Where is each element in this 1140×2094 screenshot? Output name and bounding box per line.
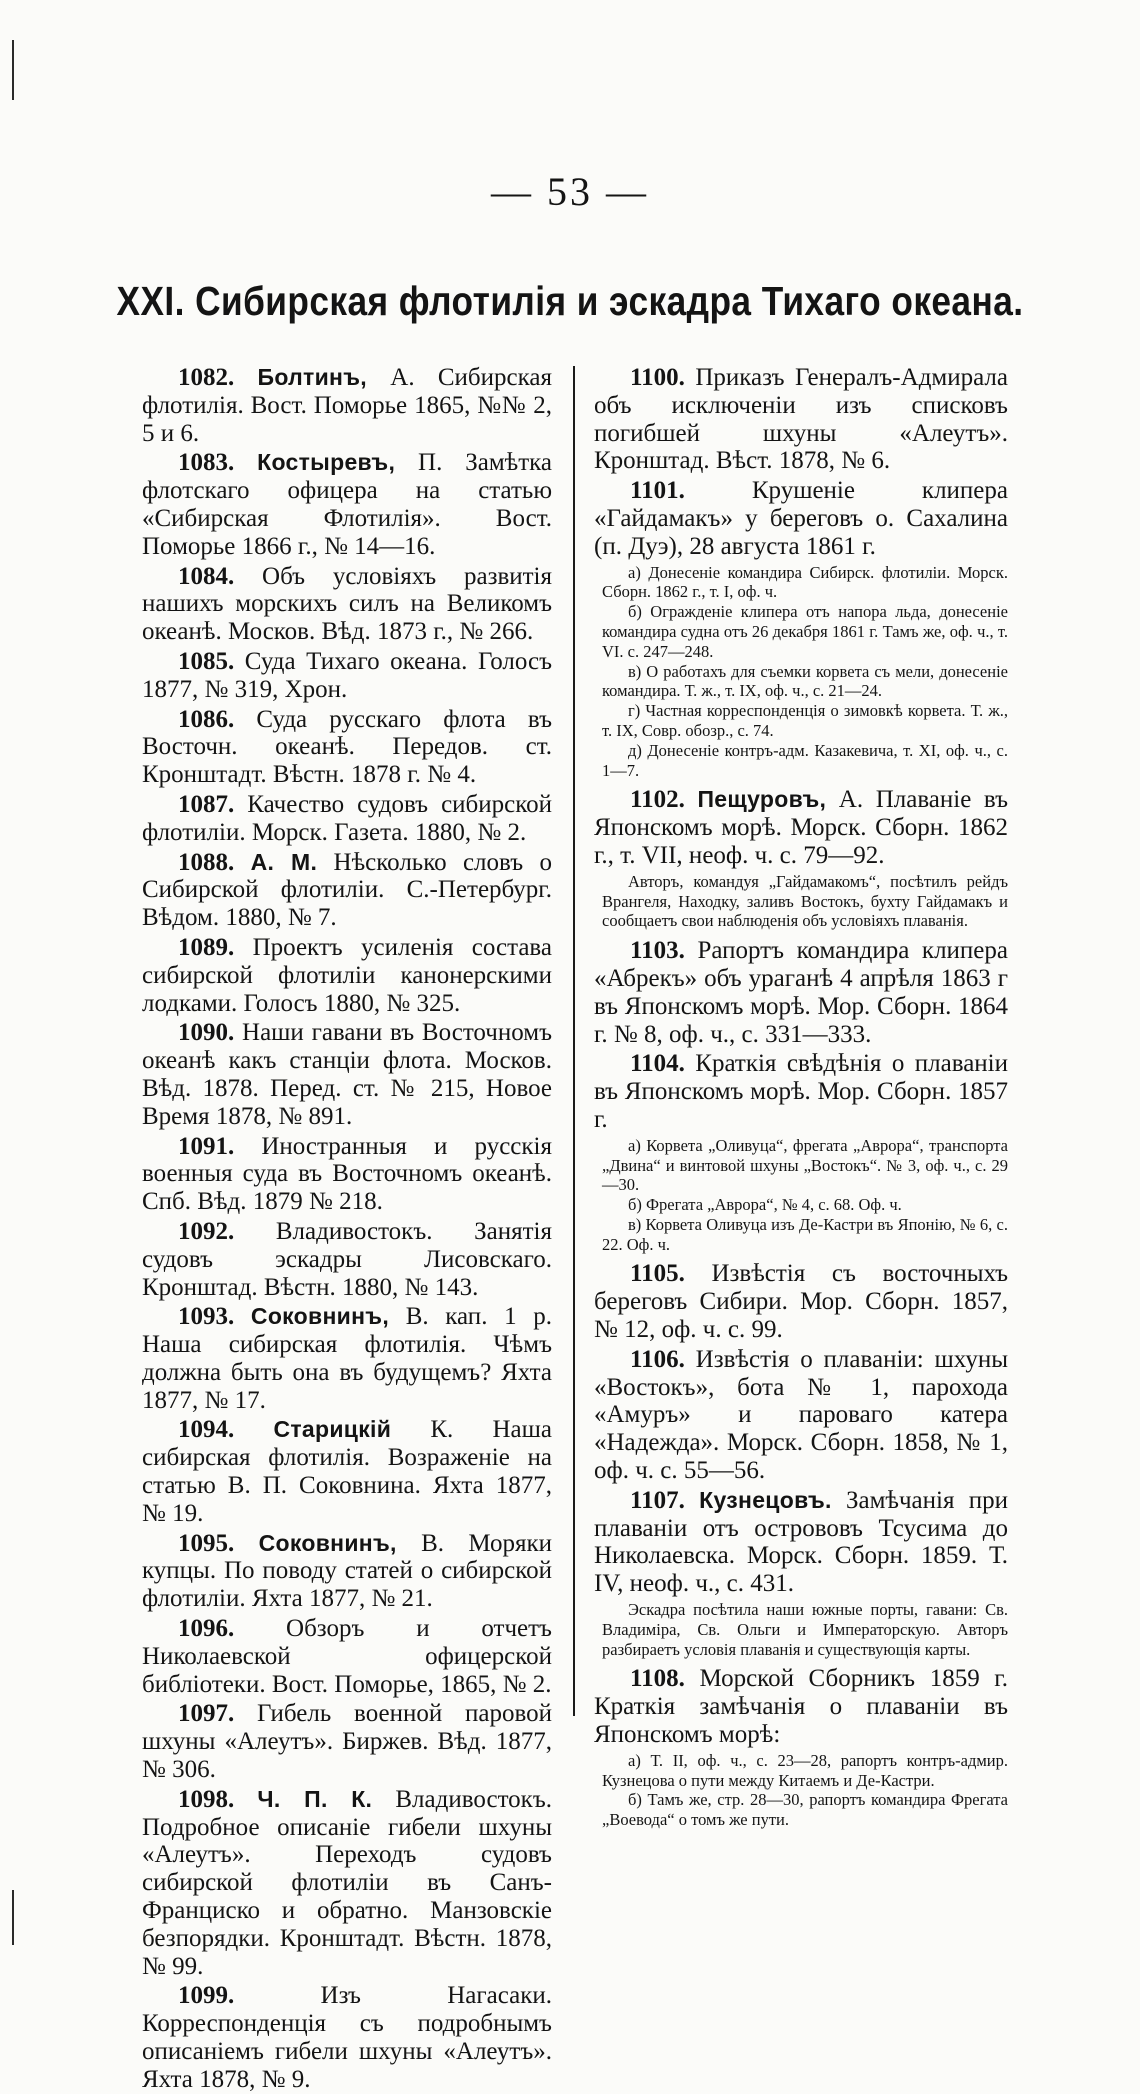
bibliography-entry xyxy=(594,1050,1008,1133)
entry-number: 1087. xyxy=(178,790,235,818)
entry-notes xyxy=(594,563,1008,781)
entry-text: Крушеніе клипера «Гайдамакъ» у береговъ о. Сахалина (п. Дуэ), 28 августа 1861 г. xyxy=(594,477,1008,560)
bibliography-entry xyxy=(594,1260,1008,1343)
entry-notes xyxy=(594,1751,1008,1830)
entry-notes xyxy=(594,1600,1008,1659)
entry-author: Кузнецовъ. xyxy=(699,1486,832,1513)
entry-author: А. М. xyxy=(250,848,318,875)
entry-number: 1088. xyxy=(178,848,235,876)
bibliography-entry xyxy=(142,1530,552,1613)
bibliography-entry xyxy=(142,791,552,847)
entry-note: Авторъ, командуя „Гайдамакомъ“, посѣтилъ рейдъ Врангеля, Находку, заливъ Востокъ, бухту Гайдамакъ и сообщаетъ свои наблюденія объ условіяхъ плаванія. xyxy=(602,871,1008,931)
entry-text: Владивостокъ. Подробное описаніе гибели шхуны «Алеутъ». Переходъ судовъ сибирской флотиліи въ Санъ-Франциско и обратно. Манзовскіе безпорядки. Кронштадт. Вѣстн. 1878, № 99. xyxy=(142,1785,552,1980)
entry-text: К. Наша сибирская флотилія. Возраженіе на статью В. П. Соковнина. Яхта 1877, № 19. xyxy=(142,1416,552,1527)
entry-text: Объ условіяхъ развитія нашихъ морскихъ силъ на Великомъ океанѣ. Москов. Вѣд. 1873 г., № 266. xyxy=(142,562,552,646)
bibliography-entry xyxy=(142,1615,552,1698)
entry-text: А. Плаваніе въ Японскомъ морѣ. Морск. Сборн. 1862 г., т. VII, неоф. ч. с. 79—92. xyxy=(594,786,1008,869)
entry-note: б) Тамъ же, стр. 28—30, рапортъ командира Фрегата „Воевода“ о томъ же пути. xyxy=(602,1790,1008,1830)
entry-text: В. кап. 1 р. Наша сибирская флотилія. Чѣмъ должна быть она въ будущемъ? Яхта 1877, № 17. xyxy=(142,1303,552,1414)
bibliography-entry xyxy=(142,1303,552,1414)
entry-text: Изъ Нагасаки. Корреспонденція съ подробнымъ описаніемъ гибели шхуны «Алеутъ». Яхта 1878, № 9. xyxy=(142,1982,552,2093)
entry-number: 1098. xyxy=(178,1785,235,1813)
entry-text: В. Моряки купцы. По поводу статей о сибирской флотиліи. Яхта 1877, № 21. xyxy=(142,1529,552,1613)
scan-edge-mark-bottom xyxy=(12,1890,14,1945)
bibliography-entry xyxy=(142,563,552,646)
entry-number: 1091. xyxy=(178,1132,235,1160)
entry-author: Ч. П. К. xyxy=(257,1785,373,1812)
bibliography-entry xyxy=(142,364,552,447)
scan-edge-mark-top xyxy=(12,40,14,100)
bibliography-entry xyxy=(594,477,1008,560)
entry-note: б) Фрегата „Аврора“, № 4, с. 68. Оф. ч. xyxy=(628,1195,902,1215)
entry-number: 1089. xyxy=(178,933,235,961)
entry-number: 1105. xyxy=(630,1260,685,1288)
bibliography-entry xyxy=(594,364,1008,475)
entry-author: Пещуровъ, xyxy=(697,786,827,813)
entry-text: Суда русскаго флота въ Восточн. океанѣ. Передов. ст. Кронштадт. Вѣстн. 1878 г. № 4. xyxy=(142,705,552,789)
entry-note: д) Донесеніе контръ-адм. Казакевича, т. XI, оф. ч., с. 1—7. xyxy=(602,740,1008,780)
bibliography-entry xyxy=(142,449,552,560)
column-divider xyxy=(573,366,575,1716)
entry-note: г) Частная корреспонденція о зимовкѣ корвета. Т. ж., т. IX, Совр. обозр., с. 74. xyxy=(602,701,1008,740)
bibliography-entry xyxy=(142,648,552,704)
entry-note: а) Т. II, оф. ч., с. 23—28, рапортъ контръ-адмир. Кузнецова о пути между Китаемъ и Де-Кастри. xyxy=(602,1750,1008,1790)
bibliography-entry xyxy=(594,1665,1008,1748)
entry-number: 1108. xyxy=(630,1665,685,1693)
entry-note: а) Корвета „Оливуца“, фрегата „Аврора“, транспорта „Двина“ и винтовой шхуны „Востокъ“. № 3, оф. ч., с. 29—30. xyxy=(602,1135,1008,1195)
entry-author: Костыревъ, xyxy=(257,449,396,476)
bibliography-entry xyxy=(142,849,552,932)
entry-text: Иностранныя и русскія военныя суда въ Восточномъ океанѣ. Спб. Вѣд. 1879 № 218. xyxy=(142,1132,552,1216)
entry-text: П. Замѣтка флотскаго офицера на статью «Сибирская Флотилія». Вост. Поморье 1866 г., № 14—16. xyxy=(142,449,552,560)
bibliography-entry xyxy=(142,706,552,789)
entry-note: а) Донесеніе командира Сибирск. флотиліи. Морск. Сборн. 1862 г., т. I, оф. ч. xyxy=(602,562,1008,602)
entry-text: Рапортъ командира клипера «Абрекъ» объ ураганѣ 4 апрѣля 1863 г въ Японскомъ морѣ. Мор. Сборн. 1864 г. № 8, оф. ч., с. 331—333. xyxy=(594,937,1008,1048)
bibliography-entry xyxy=(594,786,1008,869)
entry-text: Морской Сборникъ 1859 г. Краткія замѣчанія о плаваніи въ Японскомъ морѣ: xyxy=(594,1665,1008,1749)
left-column xyxy=(142,364,552,2094)
entry-number: 1107. xyxy=(630,1486,685,1514)
entry-number: 1082. xyxy=(178,364,235,391)
bibliography-entry xyxy=(594,937,1008,1048)
entry-text: Наши гавани въ Восточномъ океанѣ какъ станціи флота. Москов. Вѣд. 1878. Перед. ст. № 215, Новое Время 1878, № 891. xyxy=(142,1019,552,1130)
entry-number: 1090. xyxy=(178,1019,235,1047)
entry-author: Соковнинъ, xyxy=(250,1303,390,1330)
entry-number: 1097. xyxy=(178,1700,235,1728)
entry-notes xyxy=(594,1136,1008,1255)
entry-author: Старицкій xyxy=(273,1416,392,1443)
entry-number: 1095. xyxy=(178,1529,235,1557)
bibliography-entry xyxy=(594,1346,1008,1485)
entry-text: Нѣсколько словъ о Сибирской флотиліи. С.-Петербург. Вѣдом. 1880, № 7. xyxy=(142,848,552,932)
entry-number: 1084. xyxy=(178,562,235,590)
entry-number: 1100. xyxy=(630,364,685,391)
bibliography-entry xyxy=(142,1416,552,1527)
section-title: XXI. Сибирская флотилія и эскадра Тихаго океана. xyxy=(116,278,1024,324)
entry-text: Гибель военной паровой шхуны «Алеутъ». Биржев. Вѣд. 1877, № 306. xyxy=(142,1700,552,1784)
entry-number: 1104. xyxy=(630,1050,685,1078)
entry-text: Качество судовъ сибирской флотиліи. Морск. Газета. 1880, № 2. xyxy=(142,790,552,846)
entry-number: 1083. xyxy=(178,449,235,477)
right-column xyxy=(594,364,1008,1836)
bibliography-entry xyxy=(594,1487,1008,1598)
entry-author: Болтинъ, xyxy=(257,364,368,390)
entry-text: Приказъ Генералъ-Адмирала объ исключеніи изъ списковъ погибшей шхуны «Алеутъ». Кронштад. Вѣст. 1878, № 6. xyxy=(594,364,1008,475)
entry-text: Обзоръ и отчетъ Николаевской офицерской библіотеки. Вост. Поморье, 1865, № 2. xyxy=(142,1615,552,1698)
entry-number: 1106. xyxy=(630,1345,685,1373)
entry-number: 1099. xyxy=(178,1982,235,2010)
bibliography-entry xyxy=(142,1786,552,1981)
entry-text: Краткія свѣдѣнія о плаваніи въ Японскомъ морѣ. Мор. Сборн. 1857 г. xyxy=(594,1050,1008,1133)
entry-number: 1086. xyxy=(178,705,235,733)
entry-text: Извѣстія съ восточныхъ береговъ Сибири. Мор. Сборн. 1857, № 12, оф. ч. с. 99. xyxy=(594,1260,1008,1344)
entry-number: 1092. xyxy=(178,1217,235,1245)
entry-note: Эскадра посѣтила наши южные порты, гавани: Св. Владиміра, Св. Ольги и Императорскую. Авторъ разбираетъ условія плаванія и существующія карты. xyxy=(602,1600,1008,1659)
entry-text: А. Сибирская флотилія. Вост. Поморье 1865, №№ 2, 5 и 6. xyxy=(142,364,552,447)
entry-note: в) О работахъ для съемки корвета съ мели, донесеніе командира. Т. ж., т. IX, оф. ч., с. 21—24. xyxy=(602,661,1008,701)
bibliography-entry xyxy=(142,934,552,1017)
entry-number: 1096. xyxy=(178,1615,235,1643)
entry-number: 1094. xyxy=(178,1416,235,1444)
entry-notes xyxy=(594,872,1008,931)
bibliography-entry xyxy=(142,1700,552,1783)
entry-number: 1085. xyxy=(178,647,235,675)
entry-note: б) Огражденіе клипера отъ напора льда, донесеніе командира судна отъ 26 декабря 1861 г. Тамъ же, оф. ч., т. VI. с. 247—248. xyxy=(602,602,1008,661)
entry-text: Суда Тихаго океана. Голосъ 1877, № 319, Хрон. xyxy=(142,647,552,703)
bibliography-entry xyxy=(142,1218,552,1301)
entry-author: Соковнинъ, xyxy=(258,1529,397,1556)
entry-number: 1101. xyxy=(630,477,685,505)
entry-number: 1093. xyxy=(178,1303,235,1331)
page-number: — 53 — xyxy=(491,169,649,214)
entry-number: 1102. xyxy=(630,786,685,814)
entry-text: Владивостокъ. Занятія судовъ эскадры Лисовскаго. Кронштад. Вѣстн. 1880, № 143. xyxy=(142,1217,552,1301)
entry-text: Замѣчанія при плаваніи отъ острововъ Тсусима до Николаевска. Морск. Сборн. 1859. Т. IV, неоф. ч., с. 431. xyxy=(594,1486,1008,1598)
entry-text: Извѣстія о плаваніи: шхуны «Востокъ», бота № 1, парохода «Амуръ» и пароваго катера «Надежда». Морск. Сборн. 1858, № 1, оф. ч. с. 55—56. xyxy=(594,1345,1008,1485)
bibliography-entry xyxy=(142,1982,552,2093)
entry-number: 1103. xyxy=(630,937,685,965)
entry-note: в) Корвета Оливуца изъ Де-Кастри въ Японію, № 6, с. 22. Оф. ч. xyxy=(602,1214,1008,1254)
bibliography-entry xyxy=(142,1133,552,1216)
entry-text: Проектъ усиленія состава сибирской флотиліи канонерскими лодками. Голосъ 1880, № 325. xyxy=(142,933,552,1017)
bibliography-entry xyxy=(142,1019,552,1130)
